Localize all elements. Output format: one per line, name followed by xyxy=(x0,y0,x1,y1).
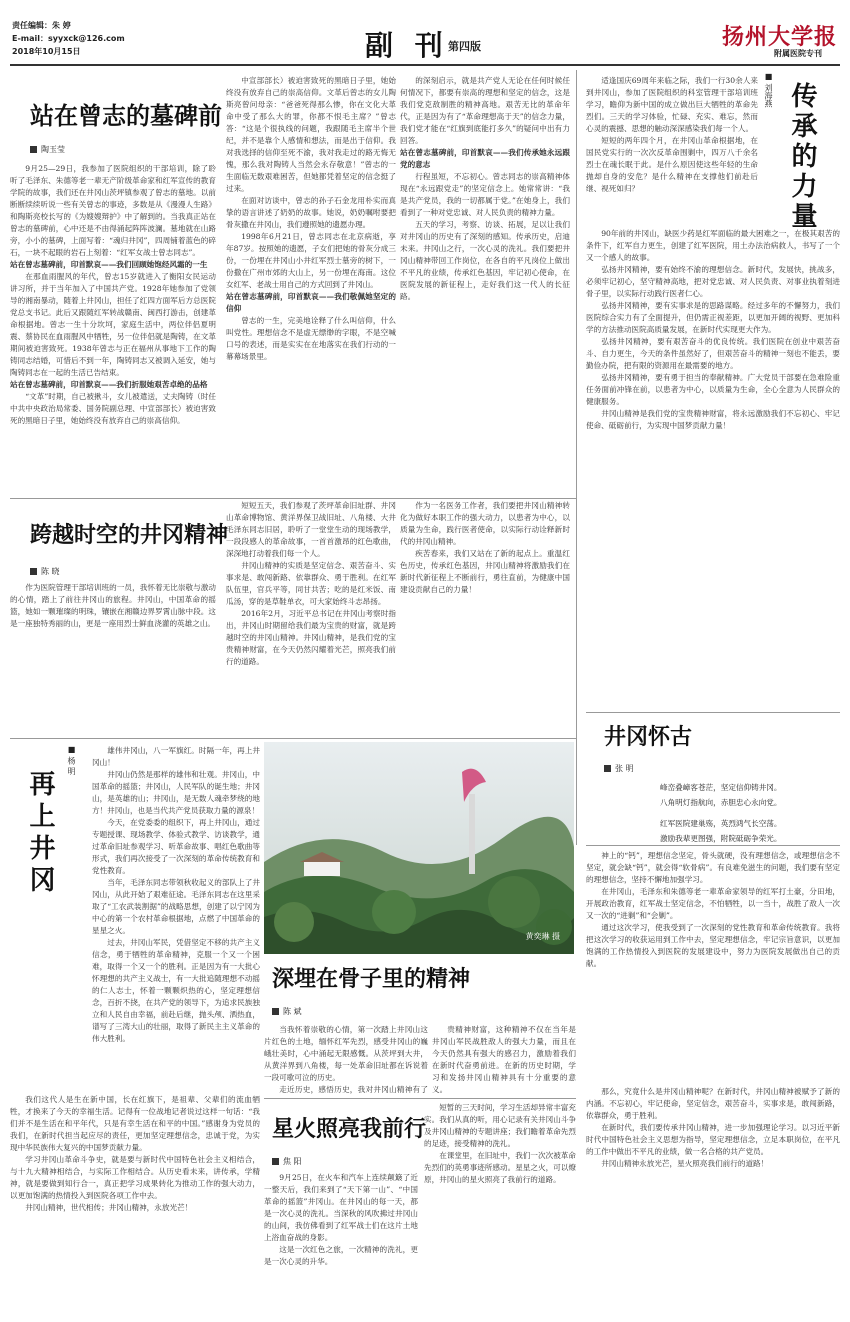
paragraph: 学习井冈山革命斗争史，就是要与新时代中国特色社会主义相结合，与十九大精神相结合，与实际工作相结合。从历史看未来，讲传承，学精神，就是要做到知行合一，真正把学习成果转化为推动工作的强大动力，以更加饱满的热情投入到医院各项工作中去。 xyxy=(10,1155,260,1200)
poem-line: 八角明灯指航向，赤胆忠心永向党。 xyxy=(660,798,782,807)
photo-landscape xyxy=(264,742,574,954)
paragraph: 井冈山仍然是那样的雄伟和壮观。井冈山，中国革命的摇篮；井冈山，人民军队的诞生地；井冈山，是英雄的山；井冈山，是无数人魂牵梦绕的地方！井冈山，也是当代共产党员获取力量的源泉！ xyxy=(92,770,260,815)
paragraph: 短暂的三天时间，学习生活却异常丰富充实。我们从真的听，用心记录有关井冈山斗争及井冈山精神的专题讲座；我们瞻着革命先烈的足迹，接受精神的洗礼。 xyxy=(424,1103,576,1148)
masthead-rule xyxy=(10,64,840,66)
paragraph: 的深刻启示，就是共产党人无论在任何时候任何情况下，都要有崇高的理想和坚定的信念，这是我们党克敌制胜的精神高地。艰苦无比的革命年代，正是因为有了“革命理想高于天”的信念力量，我们党才能在“红旗到底能打多久”的疑问中出有力回答。 xyxy=(400,76,570,145)
paragraph: 弘扬井冈精神，要有艰苦奋斗的优良传统。我们医院在创业中艰苦奋斗、自力更生，今天的条件虽然好了，但艰苦奋斗的精神一刻也不能丢，要勤俭办院，把有限的资源用在最需要的地方。 xyxy=(586,337,840,370)
article4-body-continued xyxy=(10,1094,260,1318)
poem-line: 峰峦叠嶂客苍茫，坚定信仰铸井冈。 xyxy=(660,783,782,792)
paragraph: 井冈山精神的实质是坚定信念、艰苦奋斗、实事求是、敢闯新路、依靠群众、勇于胜利。在红军队伍里，官兵平等，同甘共苦；吃的是红米饭、南瓜汤，穿的是草鞋单衣，可大家始终斗志昂扬。 xyxy=(226,561,396,606)
article3-column-2 xyxy=(226,500,396,734)
author-square-icon xyxy=(272,1008,279,1015)
article6-author: 陈 斌 xyxy=(272,1006,302,1017)
paragraph: 9月25日，在火车和汽车上连续颠簸了近一整天后，我们来到了“天下第一山”、“中国革命的摇篮”井冈山。在井冈山的每一天，都是一次心灵的洗礼。当深秋的风吹拂过井冈山的山间，我仿佛看到了红军战士们在这片土地上浴血奋战的身影。 xyxy=(264,1173,418,1242)
paragraph: 在那血雨腥风的年代，曾志15岁就进入了衡阳女民运动讲习所，并于当年加入了中国共产党。1928年她参加了党领导的湘南暴动，随着上井冈山，担任了红四方面军后方总医院党总支书记。此后又跟随红军转战赣南、闽西打游击，创建革命根据地。曾志一生十分坎坷，家庭生活中，两位伴侣夏明震、蔡协民在血雨腥风中牺牲，另一位伴侣就是陶铸，在文革期间被迫害致死。1938年曾志与正在福州从事地下工作的陶铸同志结婚，可惜后不到一年，陶铸同志又被调入延安，她与陶铸同志在一起的生活已告结束。 xyxy=(10,272,216,377)
paragraph: 在井冈山，毛泽东和朱德等老一辈革命家领导的红军打土豪，分田地，开展政治教育，红军战士坚定信念，不怕牺牲，以一当十，战胜了敌人一次又一次的“进剿”和“会剿”。 xyxy=(586,887,840,920)
paragraph: 作为医院管理干部培训班的一员，我怀着无比崇敬与激动的心情，踏上了前往井冈山的旅程。井冈山，中国革命的摇篮，她如一颗璀璨的明珠，镶嵌在湘赣边界罗霄山脉中段。这是一座独特秀丽的山，更是一座用烈士鲜血浇灌的英雄之山。 xyxy=(10,583,216,628)
paper-subname: 附属医院专刊 xyxy=(774,48,822,58)
paragraph: 2016年2月，习近平总书记在井冈山考察时指出，井冈山时期留给我们最为宝贵的财富，就是跨越时空的井冈山精神。井冈山精神，是我们党的宝贵精神财富，在今天仍然闪耀着光芒，照亮我们前行的道路。 xyxy=(226,609,396,666)
article3-author: 陈 晓 xyxy=(30,566,60,577)
article7-title: 星火照亮我前行 xyxy=(272,1116,427,1142)
paragraph: 走近历史，感悟历史，我对井冈山精神有了 xyxy=(279,1085,428,1094)
article6-column-1 xyxy=(264,1024,428,1096)
paragraph: 弘扬井冈精神，要有始终不渝的理想信念。新时代，发展快，挑战多，必须牢记初心，坚守精神高地，把对党忠诚、对人民负责、对事业执着刻进骨子里，以实际行动践行医者仁心。 xyxy=(586,265,840,298)
article5-title: 井冈怀古 xyxy=(604,724,693,750)
paragraph: 弘扬井冈精神，要有实事求是的思路谋略。经过多年的不懈努力，我们医院综合实力有了全面提升，但仍需正视差距，以更加开阔的视野、更加科学的方法推动医院高质量发展，在新时代实现更大作为。 xyxy=(586,301,840,334)
date-line: 2018年10月15日 xyxy=(12,47,81,56)
article7-column-3 xyxy=(586,1086,840,1318)
paragraph: 行程虽短，不忘初心。曾志同志的崇高精神体现在“永远跟党走”的坚定信念上。她常常讲：“我是共产党员，我的一切都属于党。”在她身上，我们看到了一种对党忠诚、对人民负责的精神力量。 xyxy=(400,172,570,217)
paragraph: 曾志的一生，完美地诠释了什么叫信仰，什么叫党性。理想信念不是虚无缥缈的字眼，不是空喊口号的表述，而是实实在在地落实在我们行动的一幕幕场景里。 xyxy=(226,316,396,361)
paragraph: 我们这代人是生在新中国，长在红旗下，是祖辈、父辈们的流血牺牲，才换来了今天的幸福生活。记得有一位战地记者说过这样一句话：“我们并不是生活在和平年代，只是有幸生活在和平的中国。”感谢身为党员的我们，在新时代担当起应尽的责任，更加坚定理想信念，忠诚于党，为实现中华民族伟大复兴的中国梦贡献力量。 xyxy=(10,1095,260,1152)
subheading: 站在曾志墓碑前，印首默哀——我们回顾她饱经风霜的一生 xyxy=(10,260,208,269)
editor-line: 责任编辑：朱 婷 xyxy=(12,21,71,30)
section-page: 第四版 xyxy=(448,40,481,53)
article2-body-continued xyxy=(586,228,840,706)
poem-line: 红军医院建巢殇，英烈鸿气长空荡。 xyxy=(660,819,782,828)
paragraph: 9月25—29日，我参加了医院组织的干部培训，除了聆听了毛泽东、朱德等老一辈无产阶级革命家和红军宣传的教育学院的故事，我们还在井冈山茨坪镇参观了曾志的墓地。以前断断续续听说一些有关曾志的事迹，多数是从《漫漫人生路》和陶斯亮校长写的《为嫂嫂辩护》中了解到的。当我真正站在曾志的墓碑前，心中还是不由得涌起阵阵波澜。墓地就在山路旁，小小的墓碑，上面写着：“魂归井冈”，四周铺着蓝色的碎石，一块不起眼的岩石上刻着：“红军女战士曾志同志”。 xyxy=(10,164,216,257)
article3-column-1 xyxy=(10,582,216,734)
article4-body xyxy=(92,745,260,1089)
section-title: 副 刊 xyxy=(365,29,449,62)
article1-title: 站在曾志的墓碑前 xyxy=(30,101,222,130)
article6-column-3 xyxy=(586,850,840,1080)
paragraph: 井冈山精神永放光芒，星火照亮我们前行的道路！ xyxy=(601,1159,769,1168)
article1-column-1 xyxy=(10,163,216,493)
author-square-icon xyxy=(272,1158,279,1165)
paragraph: 当我怀着崇敬的心情，第一次踏上井冈山这片红色的土地，缅怀红军先烈，感受井冈山的巍峨壮美时，心中涌起无限感慨。从茨坪到大井，从黄洋界到八角楼，每一处革命旧址都在诉说着一段可歌可泣的历史。 xyxy=(264,1025,428,1082)
article1-author: 陶玉莹 xyxy=(30,144,65,155)
article2-body xyxy=(586,75,758,225)
paragraph: 90年前的井冈山，缺医少药是红军面临的最大困难之一，在极其艰苦的条件下，红军自力更生，创建了红军医院，用土办法治病救人，书写了一个又一个感人的故事。 xyxy=(586,229,840,262)
article3-title: 跨越时空的井冈精神 xyxy=(30,522,229,548)
photo xyxy=(264,742,574,954)
poem-rule xyxy=(586,712,840,713)
paragraph: 1998年6月21日，曾志同志在北京病逝，享年87岁。按照她的遗愿，子女们把她的骨灰分成三份，一份埋在井冈山小井红军烈士墓旁的树下，一份撒在广州市郊的大山上，另一份埋在海南。这位女红军、老战士用自己的方式回到了井冈山。 xyxy=(226,232,396,289)
subheading: 站在曾志墓碑前，印首默哀——我们折服她艰苦卓绝的品格 xyxy=(10,380,208,389)
poem xyxy=(660,780,830,846)
paragraph: 疾苦春来，我们又站在了新的起点上。重温红色历史，传承红色基因，井冈山精神将激励我们在新时代新征程上不断前行，勇往直前，为健康中国建设贡献自己的力量！ xyxy=(400,549,570,594)
article4-title: 再上井冈 xyxy=(25,770,55,898)
author-square-icon xyxy=(30,568,37,575)
paragraph: 过去，井冈山军民，凭借坚定不移的共产主义信念，勇于牺牲的革命精神，克服一个又一个困难，取得一个又一个的胜利。正是因为有一大批心怀理想的共产主义战士，有一大批追随理想不动摇的仁人志士，怀着一颗颗炽热的心，坚定理想信念，百折不挠，在共产党的领导下，为追求民族独立和人民自由幸福，前赴后继，抛头颅、洒热血，谱写了三湾大山的壮丽，取得了新民主主义革命的伟大胜利。 xyxy=(92,938,260,1043)
paragraph: 中宣部部长）被迫害致死的黑暗日子里，她始终没有放弃自己的崇高信仰。文革后曾志的女儿陶斯亮曾问母亲：“爸爸死得那么惨，你在文化大革命中受了那么大的罪，你都不恨毛主席？”曾志答：“这是个很执线的问题，我跟随毛主席半个世纪，并不是靠个人感情和想法，而是出于信仰。我对我选择的信仰至死不渝，我对我走过的路无悔无愧，那么我对陶铸人当然会永存敬意！”曾志的一生面临无数艰难困苦，但她都凭着坚定的信念挺了过来。 xyxy=(226,76,396,193)
email-line: E-mail：syyxck@126.com xyxy=(12,34,125,43)
article7-author: 焦 阳 xyxy=(272,1156,302,1167)
article6-column-2 xyxy=(432,1024,576,1096)
article1-column-2 xyxy=(226,75,396,493)
article2-author: ■ 刘海燕 xyxy=(764,72,773,108)
article7-column-2 xyxy=(424,1102,576,1318)
paragraph: 井冈山精神是我们党的宝贵精神财富，将永远激励我们不忘初心、牢记使命、砥砺前行，为实现中国梦贡献力量！ xyxy=(586,409,840,430)
paragraph: 雄伟井冈山，八一军旗红。时隔一年，再上井冈山！ xyxy=(92,746,260,767)
section-rule xyxy=(264,1098,576,1099)
paragraph: “文革”时期，自己被揪斗，女儿被遣送，丈夫陶铸（时任中共中央政治局常委、国务院副总理、中宣部部长）被迫害致死的黑暗日子里，她始终没有放弃自己的崇高信仰。 xyxy=(10,392,216,425)
paragraph: 神上的“钙”，理想信念坚定，骨头就硬，没有理想信念，或理想信念不坚定，就会缺“钙”，就会得“软骨病”。有良难免滋生的问题，我们要有坚定的理想信念，坚持不懈地加强学习。 xyxy=(586,851,840,884)
article3-column-3 xyxy=(400,500,570,734)
article2-title: 传承的力量 xyxy=(787,82,817,232)
article1-column-3 xyxy=(400,75,570,493)
paper-name: 扬州大学报 xyxy=(722,24,838,50)
article6-title: 深埋在骨子里的精神 xyxy=(272,966,471,992)
paragraph: 井冈山精神，世代相传；井冈山精神，永放光芒！ xyxy=(25,1203,193,1212)
paragraph: 贵精神财富，这种精神不仅在当年是井冈山军民战胜敌人的强大力量，而且在今天仍然具有强大的感召力，激励着我们在新时代奋勇前进。在新的历史时期，学习和发扬井冈山精神具有十分重要的意义。 xyxy=(432,1025,576,1094)
subheading: 站在曾志墓碑前，印首默哀——我们敬佩她坚定的信仰 xyxy=(226,292,396,313)
paragraph: 在面对访谈中，曾志的孙子石金龙用朴实而真挚的语言讲述了奶奶的故事。她说，奶奶嘱咐要把骨灰撒在井冈山，我们遵照她的遗愿办理。 xyxy=(226,196,396,229)
paragraph: 短短五天，我们参观了茨坪革命旧址群、井冈山革命博物馆、黄洋界保卫战旧址、八角楼、大井毛泽东同志旧居，聆听了一堂堂生动的现场教学，一段段感人的革命故事，一首首激昂的红色歌曲，深深地打动着我们每一个人。 xyxy=(226,501,396,558)
paragraph: 这是一次红色之旅，一次精神的洗礼，更是一次心灵的升华。 xyxy=(264,1245,418,1266)
paragraph: 在课堂里，在旧址中，我们一次次被革命先烈们的英勇事迹所感动。星星之火，可以燎原，井冈山的星火照亮了我前行的道路。 xyxy=(424,1151,576,1184)
paragraph: 弘扬井冈精神，要有勇于担当的奉献精神。广大党员干部要在急难险重任务面前冲锋在前，以患者为中心，以质量为生命，全心全意为人民群众的健康服务。 xyxy=(586,373,840,406)
paragraph: 在新时代，我们要传承井冈山精神，进一步加强理论学习。以习近平新时代中国特色社会主义思想为指导，坚定理想信念，立足本职岗位，在平凡的工作中做出不平凡的业绩，做一名合格的共产党员。 xyxy=(586,1123,840,1156)
article7-column-1 xyxy=(264,1172,418,1318)
column-divider xyxy=(576,70,577,845)
paragraph: 今天，在党委委的组织下，再上井冈山，通过专题授课、现场教学、体验式教学、访谈教学，通过革命旧址参观学习、听革命故事、唱红色歌曲等形式，我们再次接受了一次深刻的革命传统教育和党性教育。 xyxy=(92,818,260,875)
article4-author: ■ 杨 明 xyxy=(67,745,76,776)
paragraph: 当年，毛泽东同志带领秋收起义的部队上了井冈山，从此开始了艰难征途。毛泽东同志在这里采取了“工农武装割据”的战略思想，创建了以宁冈为中心的第一个农村革命根据地，点燃了中国革命的星星之火。 xyxy=(92,878,260,935)
paragraph: 通过这次学习，使我受到了一次深刻的党性教育和革命传统教育。我将把这次学习的收获运用到工作中去，坚定理想信念，牢记宗旨意识，以更加饱满的工作热情投入到医院的发展建设中，努力为医院发展做出自己的贡献。 xyxy=(586,923,840,968)
section-rule xyxy=(10,498,576,499)
paragraph: 适逢国庆69周年来临之际，我们一行30余人来到井冈山，参加了医院组织的科室管理干部培训班学习，瞻仰为新中国的成立做出巨大牺牲的革命先烈们。三天的学习体验，忙碌、充实、难忘，然而心灵的震撼、思想的触动深深感染我们每一个人。 xyxy=(586,76,758,133)
poem-line: 激励我辈更图强，附院砥砺争荣光。 xyxy=(660,834,782,843)
photo-caption: 黄奕琳 摄 xyxy=(525,932,560,941)
masthead xyxy=(0,0,850,72)
paragraph: 作为一名医务工作者，我们要把井冈山精神转化为做好本职工作的强大动力，以患者为中心，以质量为生命，践行医者使命，以实际行动诠释新时代的井冈山精神。 xyxy=(400,501,570,546)
paragraph: 那么，究竟什么是井冈山精神呢？在新时代，井冈山精神被赋予了新的内涵。不忘初心，牢记使命，坚定信念，艰苦奋斗，实事求是，敢闯新路，依靠群众，勇于胜利。 xyxy=(586,1087,840,1120)
section-rule xyxy=(10,738,576,739)
paragraph: 五天的学习，考察、访谈、拓展，足以让我们对井冈山的历史有了深刻的感知。传承历史，启迪未来。井冈山之行，一次心灵的洗礼。我们要把井冈山精神带回工作岗位，在各自的平凡岗位上做出不平凡的业绩，传承红色基因，牢记初心使命，在医院发展的新征程上，走好我们这一代人的长征路。 xyxy=(400,220,570,301)
author-square-icon xyxy=(604,765,611,772)
section-rule xyxy=(586,845,840,846)
author-square-icon xyxy=(30,146,37,153)
paragraph: 短短的两年四个月，在井冈山革命根据地，在国民党实行的一次次反革命围剿中，四万八千余名烈士在魂长眠于此。是什么原因使这些年轻的生命抛却自身的安危？是什么精神在支撑他们前赴后继、视死如归？ xyxy=(586,136,758,193)
article5-author: 张 明 xyxy=(604,763,634,774)
subheading: 站在曾志墓碑前，印首默哀——我们传承她永远跟党的意志 xyxy=(400,148,570,169)
